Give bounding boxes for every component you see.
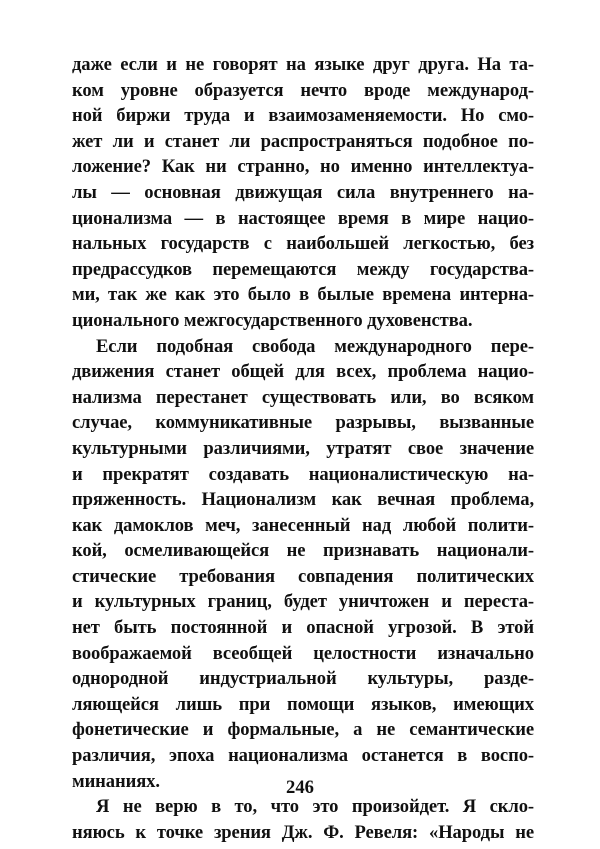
text-line: стические требования совпадения политических [72, 565, 534, 587]
text-line: лы — основная движущая сила внутреннего на- [72, 181, 534, 203]
text-line: минаниях. [72, 770, 160, 792]
text-line: нет быть постоянной и опасной угрозой. В этой [72, 617, 534, 639]
paragraph-3 [72, 794, 534, 845]
text-line: однородной индустриальной культуры, разде- [72, 668, 534, 690]
text-line: предрассудков перемещаются между государства- [72, 258, 534, 280]
text-line: нальных государств с наибольшей легкостью, без [72, 233, 534, 255]
text-line: ми, так же как это было в былые времена интерна- [72, 284, 534, 306]
text-line: Если подобная свобода международного пере- [96, 335, 534, 357]
text-line: как дамоклов меч, занесенный над любой полити- [72, 514, 534, 536]
text-line: различия, эпоха национализма останется в воспо- [72, 745, 534, 767]
text-line: кой, осмеливающейся не признавать национали- [72, 540, 534, 562]
text-line: ком уровне образуется нечто вроде международ- [72, 79, 534, 101]
text-line: Я не верю в то, что это произойдет. Я скло- [96, 796, 534, 818]
text-line: жет ли и станет ли распространяться подобное по- [72, 130, 534, 152]
text-line: ной биржи труда и взаимозаменяемости. Но смо- [72, 105, 534, 127]
paragraph-1 [72, 52, 534, 334]
page-number: 246 [286, 777, 314, 798]
text-line: ляющейся лишь при помощи языков, имеющих [72, 693, 534, 715]
text-line: и культурных границ, будет уничтожен и переста- [72, 591, 534, 613]
text-line: фонетические и формальные, а не семантические [72, 719, 534, 741]
text-line: пряженность. Национализм как вечная проблема, [72, 489, 534, 511]
text-line: движения станет общей для всех, проблема нацио- [72, 361, 534, 383]
text-line: даже если и не говорят на языке друг друга. На та- [72, 54, 534, 75]
text-line: ционализма — в настоящее время в мире нацио- [72, 207, 534, 229]
text-line: няюсь к точке зрения Дж. Ф. Ревеля: «Народы не [72, 821, 534, 843]
text-line: воображаемой всеобщей целостности изначально [72, 642, 534, 664]
paragraph-2 [72, 334, 534, 795]
page-body [72, 52, 534, 845]
text-line: и прекратят создавать националистическую на- [72, 463, 534, 485]
text-line: ложение? Как ни странно, но именно интеллектуа- [72, 156, 534, 178]
text-line: нализма перестанет существовать или, во всяком [72, 386, 534, 408]
text-line: случае, коммуникативные разрывы, вызванные [72, 412, 534, 434]
text-line: культурными различиями, утратят свое значение [72, 437, 534, 459]
text-line: ционального межгосударственного духовенства. [72, 309, 473, 331]
